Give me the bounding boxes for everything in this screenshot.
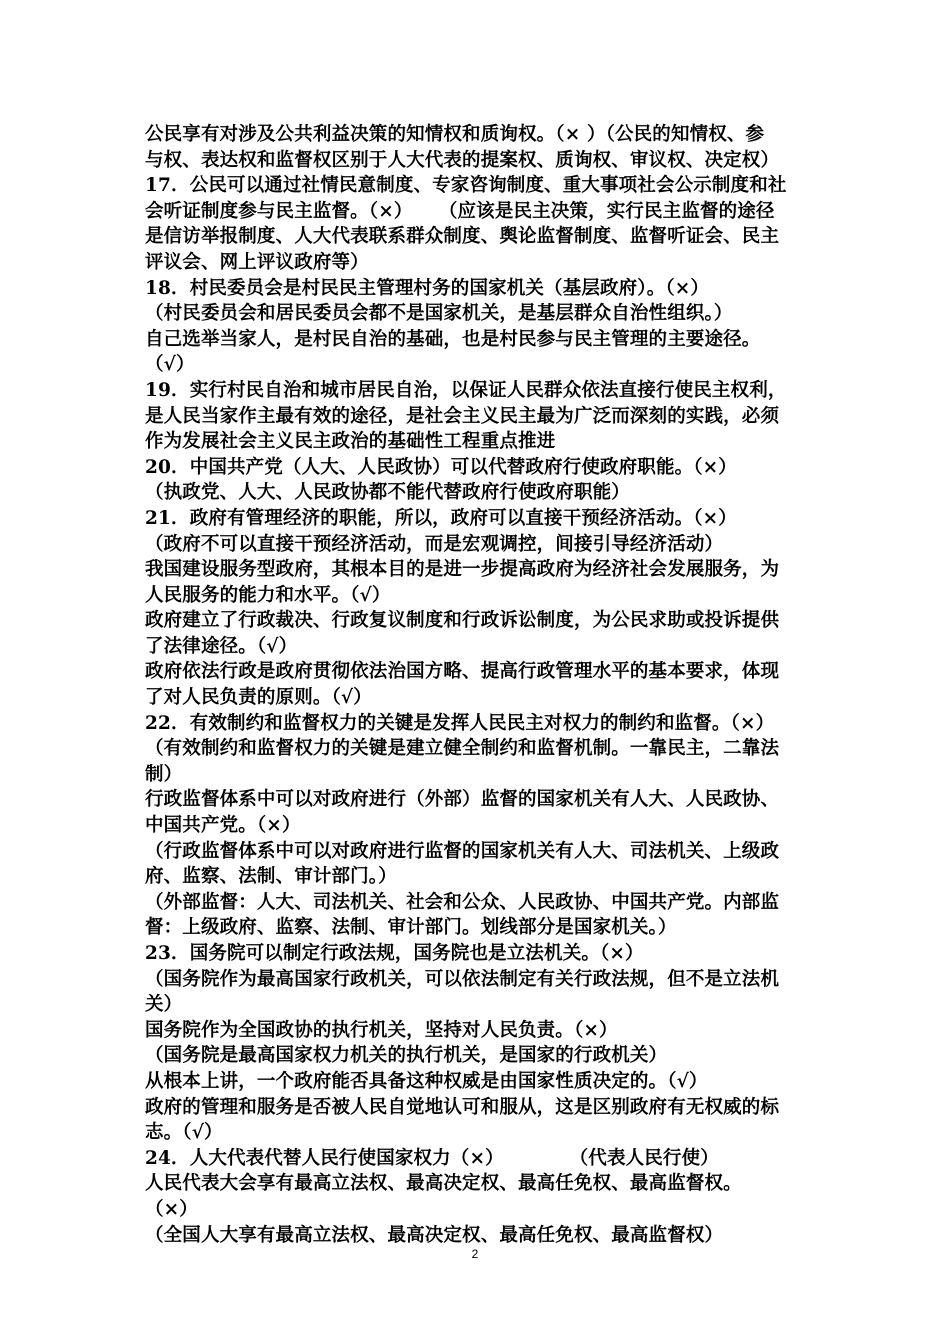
- document-body: [145, 122, 815, 1248]
- text-line: 了对人民负责的原则。（√）: [145, 687, 372, 709]
- text-line: （×）: [145, 1198, 198, 1220]
- text-line: 24．人大代表代替人民行使国家权力（×） （代表人民行使）: [145, 1147, 719, 1169]
- text-line: （执政党、人大、人民政协都不能代替政府行使政府职能）: [145, 482, 630, 504]
- text-line: 与权、表达权和监督权区别于人大代表的提案权、质询权、审议权、决定权）: [145, 149, 780, 171]
- text-line: （有效制约和监督权力的关键是建立健全制约和监督机制。一靠民主，二靠法: [145, 738, 780, 760]
- text-line: 公民享有对涉及公共利益决策的知情权和质询权。（× ）（公民的知情权、参: [145, 124, 765, 145]
- text-line: （√）: [145, 354, 195, 376]
- text-line: 国务院作为全国政协的执行机关，坚持对人民负责。（×）: [145, 1019, 618, 1041]
- text-line: 了法律途径。（√）: [145, 635, 298, 657]
- text-line: 政府依法行政是政府贯彻依法治国方略、提高行政管理水平的基本要求，体现: [145, 661, 780, 683]
- text-line: （国务院作为最高国家行政机关，可以依法制定有关行政法规，但不是立法机: [145, 968, 780, 990]
- text-line: 府、监察、法制、审计部门。）: [145, 866, 397, 888]
- text-line: 从根本上讲，一个政府能否具备这种权威是由国家性质决定的。（√）: [145, 1070, 708, 1092]
- text-line: 行政监督体系中可以对政府进行（外部）监督的国家机关有人大、人民政协、: [145, 789, 780, 811]
- text-line: 志。（√）: [145, 1122, 223, 1144]
- text-line: 制）: [145, 763, 183, 785]
- text-line: （政府不可以直接干预经济活动，而是宏观调控，间接引导经济活动）: [145, 533, 724, 555]
- text-line: 人民服务的能力和水平。（√）: [145, 584, 391, 606]
- text-line: 19．实行村民自治和城市居民自治，以保证人民群众依法直接行使民主权利，: [145, 379, 787, 401]
- text-line: 评议会、网上评议政府等）: [145, 251, 369, 273]
- text-line: 21．政府有管理经济的职能，所以，政府可以直接干预经济活动。（×）: [145, 507, 737, 529]
- text-line: 政府建立了行政裁决、行政复议制度和行政诉讼制度，为公民求助或投诉提供: [145, 610, 780, 632]
- text-line: （全国人大享有最高立法权、最高决定权、最高任免权、最高监督权）: [145, 1224, 724, 1246]
- text-line: 督：上级政府、监察、法制、审计部门。划线部分是国家机关。）: [145, 917, 677, 939]
- text-line: （村民委员会和居民委员会都不是国家机关，是基层群众自治性组织。）: [145, 303, 733, 325]
- text-line: 23．国务院可以制定行政法规，国务院也是立法机关。（×）: [145, 943, 644, 964]
- text-line: （国务院是最高国家权力机关的执行机关，是国家的行政机关）: [145, 1045, 668, 1067]
- text-line: 我国建设服务型政府，其根本目的是进一步提高政府为经济社会发展服务，为: [145, 559, 780, 581]
- text-line: （行政监督体系中可以对政府进行监督的国家机关有人大、司法机关、上级政: [145, 840, 780, 862]
- text-line: 是信访举报制度、人大代表联系群众制度、舆论监督制度、监督听证会、民主: [145, 226, 780, 248]
- page-number: 2: [471, 1247, 479, 1261]
- text-line: （外部监督：人大、司法机关、社会和公众、人民政协、中国共产党。内部监: [145, 891, 780, 913]
- text-line: 18．村民委员会是村民民主管理村务的国家机关（基层政府）。（×）: [145, 277, 710, 299]
- text-line: 关）: [145, 994, 183, 1016]
- text-line: 22．有效制约和监督权力的关键是发挥人民民主对权力的制约和监督。（×）: [145, 712, 775, 734]
- text-line: 自己选举当家人，是村民自治的基础，也是村民参与民主管理的主要途径。: [145, 328, 761, 350]
- text-line: 会听证制度参与民主监督。（×） （应该是民主决策，实行民主监督的途径: [145, 200, 775, 222]
- text-line: 20．中国共产党（人大、人民政协）可以代替政府行使政府职能。（×）: [145, 456, 737, 478]
- text-line: 政府的管理和服务是否被人民自觉地认可和服从，这是区别政府有无权威的标: [145, 1096, 780, 1118]
- text-line: 是人民当家作主最有效的途径，是社会主义民主最为广泛而深刻的实践，必须: [145, 405, 780, 427]
- text-line: 人民代表大会享有最高立法权、最高决定权、最高任免权、最高监督权。: [145, 1173, 742, 1195]
- text-line: 17．公民可以通过社情民意制度、专家咨询制度、重大事项社会公示制度和社: [145, 175, 787, 197]
- text-line: 作为发展社会主义民主政治的基础性工程重点推进: [145, 431, 556, 453]
- text-line: 中国共产党。（×）: [145, 815, 301, 837]
